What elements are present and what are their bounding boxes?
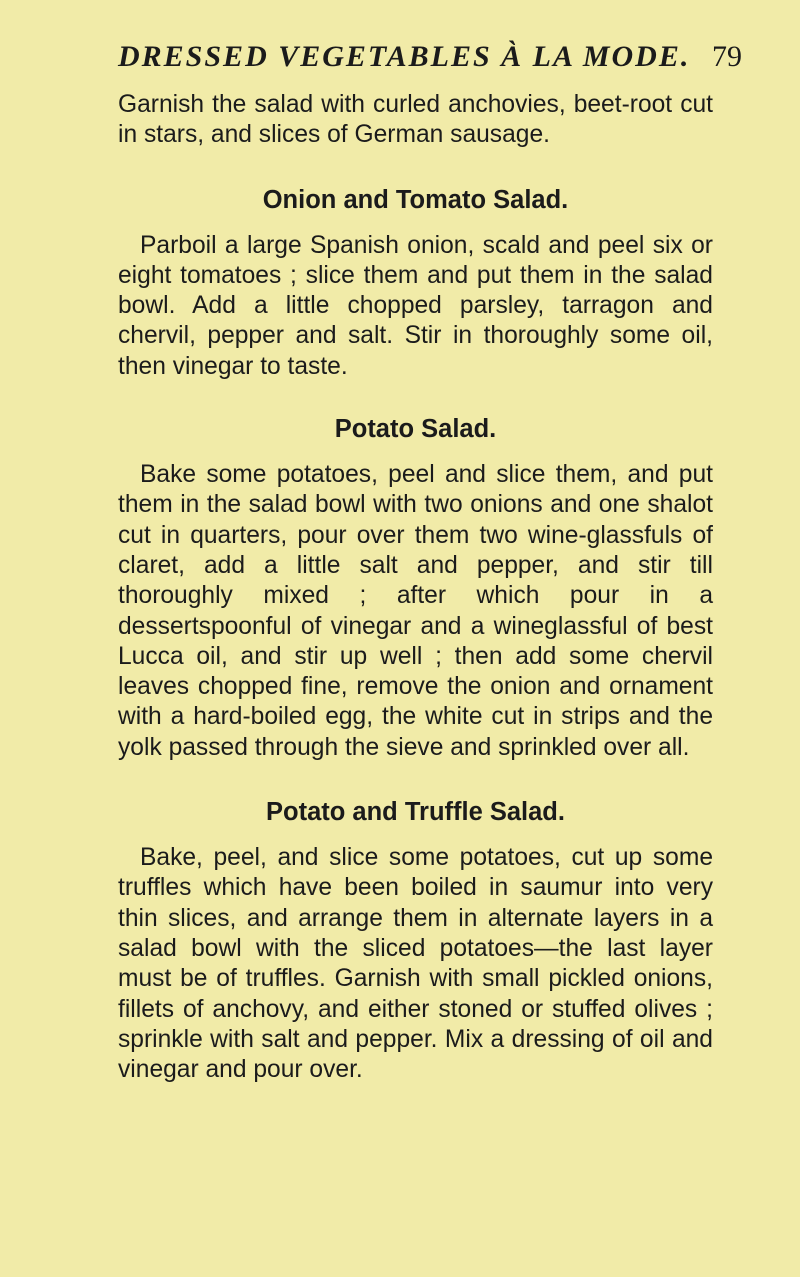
recipe-text-potato-truffle: Bake, peel, and slice some potatoes, cut up some truffles which have been boiled in saumur into very thin slices, and arrange them in alternate layers in a salad bowl with the sliced potatoes—the last layer must be of truffles. Garnish with small pickled onions, fillets of anchovy, and either stoned or stuffed olives ; sprinkle with salt and pepper. Mix a dressing of oil and vinegar and pour over. bbox=[118, 844, 713, 1084]
page-number: 79 bbox=[712, 40, 742, 73]
recipe-text-potato: Bake some potatoes, peel and slice them, and put them in the salad bowl with two onions and one shalot cut in quarters, pour over them two wine-glassfuls of claret, add a little salt and pepper, and stir till thoroughly mixed ; after which pour in a dessertspoonful of vinegar and a wineglassful of best Lucca oil, and stir up well ; then add some chervil leaves chopped fine, remove the onion and ornament with a hard-boiled egg, the white cut in strips and the yolk passed through the sieve and sprinkled over all. bbox=[118, 461, 713, 761]
running-head bbox=[0, 40, 800, 80]
recipe-title-potato: Potato Salad. bbox=[334, 415, 497, 444]
recipe-title-onion-tomato: Onion and Tomato Salad. bbox=[262, 185, 569, 214]
intro-paragraph: Garnish the salad with curled anchovies, beet-root cut in stars, and slices of German sausage. bbox=[118, 91, 713, 149]
recipe-title-potato-truffle: Potato and Truffle Salad. bbox=[266, 798, 565, 827]
running-title: DRESSED VEGETABLES À LA MODE. bbox=[118, 40, 691, 73]
text-block bbox=[118, 90, 713, 1085]
recipe-text-onion-tomato: Parboil a large Spanish onion, scald and peel six or eight tomatoes ; slice them and put them in the salad bowl. Add a little chopped parsley, tarragon and chervil, pepper and salt. Stir in thoroughly some oil, then vinegar to taste. bbox=[118, 231, 713, 380]
